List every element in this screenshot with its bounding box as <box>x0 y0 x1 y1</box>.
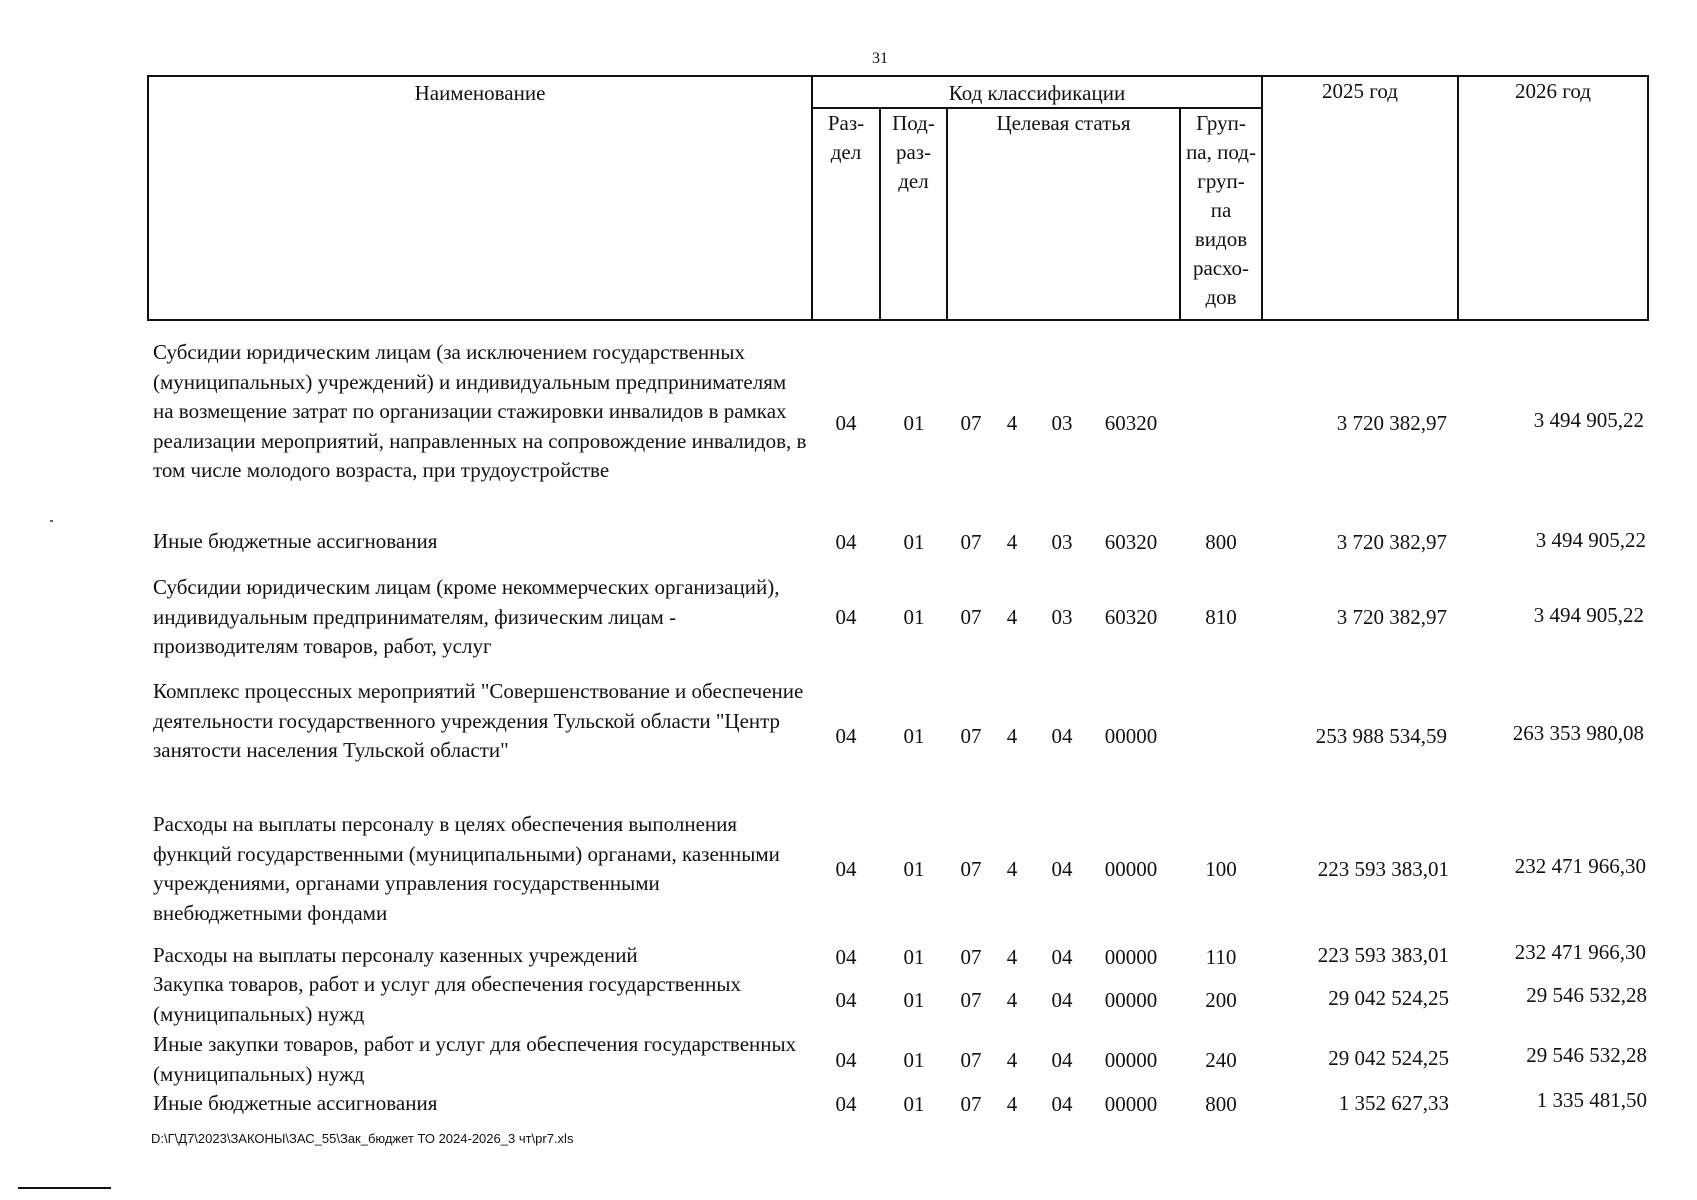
row-ts2: 4 <box>1006 530 1018 554</box>
row-ts3: 04 <box>1051 857 1073 881</box>
divider <box>1457 75 1459 321</box>
row-ts2: 4 <box>1006 605 1018 629</box>
row-ts4: 00000 <box>1104 988 1158 1012</box>
page-number: 31 <box>872 50 888 67</box>
row-amount-2026: 3 494 905,22 <box>1533 603 1644 627</box>
row-ts4: 60320 <box>1104 411 1158 435</box>
row-ts2: 4 <box>1006 411 1018 435</box>
row-podrazdel: 01 <box>903 1048 925 1072</box>
row-amount-2026: 263 353 980,08 <box>1512 721 1644 745</box>
row-ts1: 07 <box>960 411 982 435</box>
row-ts2: 4 <box>1006 724 1018 748</box>
row-name: Иные бюджетные ассигнования <box>153 529 438 553</box>
row-ts3: 04 <box>1051 1092 1073 1116</box>
footer-file-path: D:\Г\Д7\2023\ЗАКОНЫ\ЗАС_55\Зак_бюджет ТО 2024-2026_3 чт\pr7.xls <box>151 1131 574 1146</box>
row-group: 800 <box>1205 530 1237 554</box>
row-ts1: 07 <box>960 605 982 629</box>
row-podrazdel: 01 <box>903 411 925 435</box>
row-amount-2026: 3 494 905,22 <box>1533 408 1644 432</box>
row-ts3: 04 <box>1051 1048 1073 1072</box>
row-ts3: 03 <box>1051 605 1073 629</box>
row-ts1: 07 <box>960 724 982 748</box>
row-ts2: 4 <box>1006 1092 1018 1116</box>
row-podrazdel: 01 <box>903 530 925 554</box>
row-name: Субсидии юридическим лицам (за исключением государственных (муниципальных) учреждений) и индивидуальным предпринимателям на возмещение затрат по организации стажировки инвалидов в рамках реализации мероприятий, направленных на сопровождение инвалидов, в том числе молодого возраста, при трудоустройстве <box>153 340 807 482</box>
row-ts4: 00000 <box>1104 945 1158 969</box>
row-amount-2025: 3 720 382,97 <box>1336 605 1447 629</box>
row-ts1: 07 <box>960 857 982 881</box>
row-razdel: 04 <box>835 724 857 748</box>
row-podrazdel: 01 <box>903 857 925 881</box>
row-name: Иные бюджетные ассигнования <box>153 1091 438 1115</box>
row-ts3: 03 <box>1051 530 1073 554</box>
row-ts4: 00000 <box>1104 1092 1158 1116</box>
row-razdel: 04 <box>835 988 857 1012</box>
header-name: Наименование <box>414 81 546 105</box>
row-ts2: 4 <box>1006 857 1018 881</box>
row-podrazdel: 01 <box>903 945 925 969</box>
header-podrazdel: Под- раз- дел <box>892 111 935 193</box>
row-amount-2026: 232 471 966,30 <box>1514 940 1646 964</box>
row-razdel: 04 <box>835 945 857 969</box>
row-ts1: 07 <box>960 1092 982 1116</box>
row-amount-2025: 3 720 382,97 <box>1336 530 1447 554</box>
row-ts1: 07 <box>960 1048 982 1072</box>
row-group: 100 <box>1205 857 1237 881</box>
row-name: Иные закупки товаров, работ и услуг для обеспечения государственных (муниципальных) нужд <box>153 1032 797 1086</box>
row-ts4: 00000 <box>1104 857 1158 881</box>
row-ts4: 60320 <box>1104 530 1158 554</box>
header-expense-group: Груп- па, под- груп- па видов расхо- дов <box>1186 111 1256 309</box>
row-razdel: 04 <box>835 857 857 881</box>
row-amount-2026: 232 471 966,30 <box>1514 854 1646 878</box>
row-amount-2025: 223 593 383,01 <box>1317 857 1449 881</box>
row-amount-2025: 223 593 383,01 <box>1317 943 1449 967</box>
row-ts2: 4 <box>1006 988 1018 1012</box>
row-ts4: 00000 <box>1104 724 1158 748</box>
row-amount-2025: 3 720 382,97 <box>1336 411 1447 435</box>
row-amount-2026: 3 494 905,22 <box>1535 528 1646 552</box>
row-ts1: 07 <box>960 945 982 969</box>
row-ts2: 4 <box>1006 945 1018 969</box>
header-razdel: Раз- дел <box>827 111 865 164</box>
header-year-2026: 2026 год <box>1515 79 1591 103</box>
row-ts3: 03 <box>1051 411 1073 435</box>
header-classification-code: Код классификации <box>948 81 1126 105</box>
row-group: 800 <box>1205 1092 1237 1116</box>
row-name: Комплекс процессных мероприятий "Совершенствование и обеспечение деятельности государственного учреждения Тульской области "Центр занятости населения Тульской области" <box>153 679 804 762</box>
row-amount-2026: 29 546 532,28 <box>1526 1043 1647 1067</box>
row-amount-2026: 1 335 481,50 <box>1536 1088 1647 1112</box>
row-group: 810 <box>1205 605 1237 629</box>
footer-rule <box>18 1187 111 1189</box>
row-podrazdel: 01 <box>903 724 925 748</box>
row-group: 240 <box>1205 1048 1237 1072</box>
row-razdel: 04 <box>835 411 857 435</box>
row-ts1: 07 <box>960 988 982 1012</box>
row-name: Субсидии юридическим лицам (кроме некоммерческих организаций), индивидуальным предпринимателям, физическим лицам - производителям товаров, работ, услуг <box>153 575 780 658</box>
row-name: Расходы на выплаты персоналу казенных учреждений <box>153 943 638 967</box>
row-podrazdel: 01 <box>903 1092 925 1116</box>
scan-mark <box>50 520 53 522</box>
row-ts4: 00000 <box>1104 1048 1158 1072</box>
row-podrazdel: 01 <box>903 988 925 1012</box>
row-amount-2026: 29 546 532,28 <box>1526 983 1647 1007</box>
row-razdel: 04 <box>835 1092 857 1116</box>
row-ts3: 04 <box>1051 945 1073 969</box>
row-name: Расходы на выплаты персоналу в целях обеспечения выполнения функций государственными (муниципальными) органами, казенными учреждениями, органами управления государственными внебюджетными фондами <box>153 812 780 925</box>
row-razdel: 04 <box>835 1048 857 1072</box>
row-ts2: 4 <box>1006 1048 1018 1072</box>
row-amount-2025: 253 988 534,59 <box>1315 724 1447 748</box>
row-ts3: 04 <box>1051 724 1073 748</box>
row-ts1: 07 <box>960 530 982 554</box>
divider <box>1261 75 1263 321</box>
row-group: 110 <box>1205 945 1237 969</box>
header-target-article: Целевая статья <box>996 111 1131 135</box>
row-razdel: 04 <box>835 530 857 554</box>
divider <box>946 108 948 321</box>
row-ts4: 60320 <box>1104 605 1158 629</box>
row-name: Закупка товаров, работ и услуг для обеспечения государственных (муниципальных) нужд <box>153 972 742 1026</box>
row-amount-2025: 29 042 524,25 <box>1328 1046 1449 1070</box>
row-amount-2025: 29 042 524,25 <box>1328 986 1449 1010</box>
row-ts3: 04 <box>1051 988 1073 1012</box>
header-year-2025: 2025 год <box>1322 79 1398 103</box>
row-amount-2025: 1 352 627,33 <box>1338 1091 1449 1115</box>
row-podrazdel: 01 <box>903 605 925 629</box>
row-group: 200 <box>1205 988 1237 1012</box>
row-razdel: 04 <box>835 605 857 629</box>
